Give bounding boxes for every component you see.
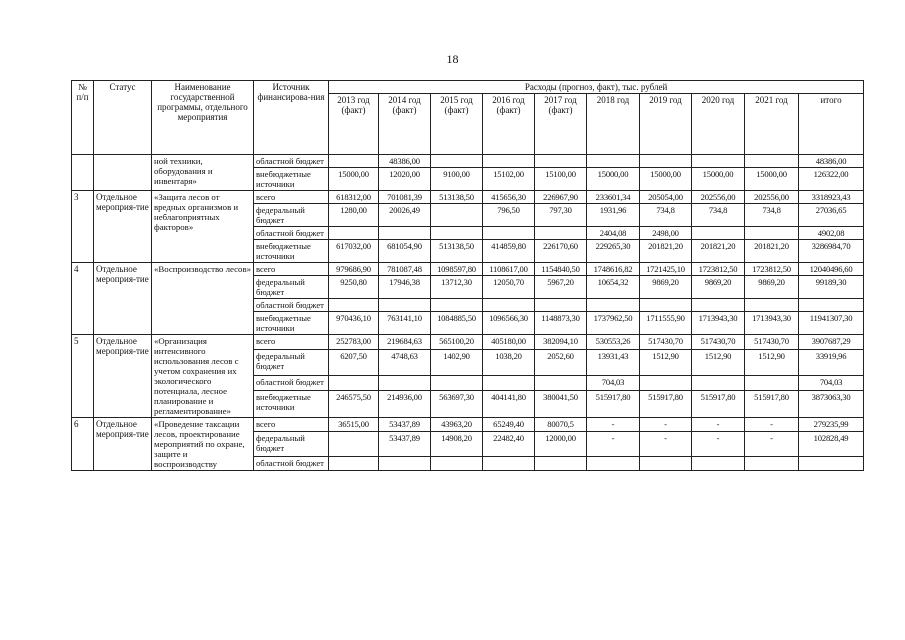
value-cell <box>745 299 799 312</box>
value-cell: 252783,00 <box>329 335 379 350</box>
value-cell: 14908,20 <box>431 432 483 457</box>
value-cell <box>483 456 535 470</box>
value-cell <box>587 155 640 168</box>
value-cell: 380041,50 <box>535 391 587 418</box>
table-row <box>72 191 864 204</box>
header-year: 2021 год <box>745 94 799 155</box>
table-row <box>72 155 864 168</box>
row-num-cell: 3 <box>72 191 94 263</box>
value-cell <box>535 227 587 240</box>
value-cell: 15000,00 <box>692 168 745 191</box>
value-cell: 797,30 <box>535 204 587 227</box>
value-cell: 36515,00 <box>329 418 379 432</box>
value-cell: 405180,00 <box>483 335 535 350</box>
value-cell: - <box>587 418 640 432</box>
value-cell: 205054,00 <box>640 191 692 204</box>
budget-table <box>71 80 864 471</box>
value-cell <box>692 456 745 470</box>
value-cell: 226967,90 <box>535 191 587 204</box>
value-cell: 1723812,50 <box>745 263 799 276</box>
value-cell: 13931,43 <box>587 349 640 376</box>
row-source: всего <box>254 418 329 432</box>
value-cell: 15000,00 <box>745 168 799 191</box>
row-num-cell: 4 <box>72 263 94 335</box>
row-source: внебюджетные источники <box>254 240 329 263</box>
table-body <box>72 155 864 471</box>
value-cell: 22482,40 <box>483 432 535 457</box>
value-cell: 414859,80 <box>483 240 535 263</box>
value-cell: 1084885,50 <box>431 312 483 335</box>
value-cell <box>640 456 692 470</box>
value-cell: 701081,39 <box>379 191 431 204</box>
value-cell: 201821,20 <box>640 240 692 263</box>
value-cell: 1280,00 <box>329 204 379 227</box>
value-cell <box>587 456 640 470</box>
row-num-cell <box>72 155 94 191</box>
header-total: итого <box>799 94 864 155</box>
value-cell: 565100,20 <box>431 335 483 350</box>
value-cell: 404141,80 <box>483 391 535 418</box>
row-source: областной бюджет <box>254 299 329 312</box>
value-cell: 617032,00 <box>329 240 379 263</box>
value-cell <box>329 299 379 312</box>
value-cell: 233601,34 <box>587 191 640 204</box>
table-row <box>72 263 864 276</box>
row-source: всего <box>254 335 329 350</box>
row-num-cell: 5 <box>72 335 94 418</box>
header-status: Статус <box>94 81 152 155</box>
value-cell: 515917,80 <box>745 391 799 418</box>
value-cell: 734,8 <box>692 204 745 227</box>
value-cell: 1154840,50 <box>535 263 587 276</box>
header-year: 2013 год (факт) <box>329 94 379 155</box>
value-cell: 65249,40 <box>483 418 535 432</box>
value-cell <box>483 155 535 168</box>
value-cell: 1713943,30 <box>692 312 745 335</box>
value-cell <box>692 227 745 240</box>
value-cell: 563697,30 <box>431 391 483 418</box>
value-cell <box>692 299 745 312</box>
value-cell: - <box>587 432 640 457</box>
value-cell: 517430,70 <box>692 335 745 350</box>
value-cell <box>329 155 379 168</box>
value-cell: 20026,49 <box>379 204 431 227</box>
value-cell <box>431 299 483 312</box>
row-source: областной бюджет <box>254 227 329 240</box>
value-cell: 13712,30 <box>431 276 483 299</box>
value-cell: 513138,50 <box>431 191 483 204</box>
row-status-cell: Отдельное мероприя-тие <box>94 263 152 335</box>
value-cell: 10654,32 <box>587 276 640 299</box>
row-source: внебюджетные источники <box>254 312 329 335</box>
value-cell <box>431 456 483 470</box>
row-name-cell: «Воспроизводство лесов» <box>152 263 254 335</box>
value-cell: 48386,00 <box>379 155 431 168</box>
value-cell <box>535 299 587 312</box>
value-cell: 2404,08 <box>587 227 640 240</box>
value-cell: 1931,96 <box>587 204 640 227</box>
row-num-cell: 6 <box>72 418 94 471</box>
value-cell: 618312,00 <box>329 191 379 204</box>
row-status-cell: Отдельное мероприя-тие <box>94 191 152 263</box>
value-cell <box>431 204 483 227</box>
row-status-cell <box>94 155 152 191</box>
value-cell <box>329 456 379 470</box>
value-cell: 1748616,82 <box>587 263 640 276</box>
value-cell: 1713943,30 <box>745 312 799 335</box>
value-cell <box>640 155 692 168</box>
table-row <box>72 418 864 432</box>
header-year: 2016 год (факт) <box>483 94 535 155</box>
header-row-top <box>72 81 864 94</box>
value-cell: 9869,20 <box>640 276 692 299</box>
value-cell <box>535 155 587 168</box>
row-source: федеральный бюджет <box>254 276 329 299</box>
value-cell: 229265,30 <box>587 240 640 263</box>
header-expenses: Расходы (прогноз, факт), тыс. рублей <box>329 81 864 94</box>
value-cell: - <box>692 418 745 432</box>
value-cell <box>640 299 692 312</box>
row-source: областной бюджет <box>254 376 329 391</box>
value-cell: 9869,20 <box>745 276 799 299</box>
header-year: 2017 год (факт) <box>535 94 587 155</box>
row-source: федеральный бюджет <box>254 349 329 376</box>
value-cell: 796,50 <box>483 204 535 227</box>
value-cell: 1148873,30 <box>535 312 587 335</box>
value-cell: 5967,20 <box>535 276 587 299</box>
value-cell: 15000,00 <box>640 168 692 191</box>
row-name-cell: «Организация интенсивного использования лесов с учетом сохранения их экологического потенциала, лесное планирование и регламентирование» <box>152 335 254 418</box>
value-cell: 15102,00 <box>483 168 535 191</box>
value-cell: 202556,00 <box>692 191 745 204</box>
value-cell: 53437,89 <box>379 418 431 432</box>
value-cell: 15100,00 <box>535 168 587 191</box>
value-cell: 1737962,50 <box>587 312 640 335</box>
total-cell: 12040496,60 <box>799 263 864 276</box>
row-source: всего <box>254 263 329 276</box>
value-cell: 515917,80 <box>587 391 640 418</box>
value-cell: 2498,00 <box>640 227 692 240</box>
value-cell <box>640 376 692 391</box>
value-cell: 382094,10 <box>535 335 587 350</box>
value-cell: - <box>692 432 745 457</box>
value-cell: 1512,90 <box>640 349 692 376</box>
total-cell: 11941307,30 <box>799 312 864 335</box>
value-cell: 219684,63 <box>379 335 431 350</box>
row-source: областной бюджет <box>254 155 329 168</box>
value-cell: 781087,48 <box>379 263 431 276</box>
value-cell: 1096566,30 <box>483 312 535 335</box>
value-cell: 12000,00 <box>535 432 587 457</box>
value-cell: 1108617,00 <box>483 263 535 276</box>
value-cell: 734,8 <box>640 204 692 227</box>
row-source: федеральный бюджет <box>254 204 329 227</box>
value-cell: 970436,10 <box>329 312 379 335</box>
header-year: 2020 год <box>692 94 745 155</box>
value-cell <box>745 456 799 470</box>
total-cell: 3873063,30 <box>799 391 864 418</box>
value-cell: 201821,20 <box>692 240 745 263</box>
total-cell: 279235,99 <box>799 418 864 432</box>
value-cell: 513138,50 <box>431 240 483 263</box>
value-cell: 12020,00 <box>379 168 431 191</box>
row-source: федеральный бюджет <box>254 432 329 457</box>
value-cell: 1098597,80 <box>431 263 483 276</box>
row-source: внебюджетные источники <box>254 168 329 191</box>
value-cell: 53437,89 <box>379 432 431 457</box>
value-cell: 246575,50 <box>329 391 379 418</box>
total-cell: 48386,00 <box>799 155 864 168</box>
value-cell: 9100,00 <box>431 168 483 191</box>
value-cell: 517430,70 <box>745 335 799 350</box>
total-cell: 102828,49 <box>799 432 864 457</box>
row-status-cell: Отдельное мероприя-тие <box>94 335 152 418</box>
value-cell: - <box>745 418 799 432</box>
value-cell <box>745 155 799 168</box>
value-cell <box>483 376 535 391</box>
value-cell: 6207,50 <box>329 349 379 376</box>
value-cell: 1723812,50 <box>692 263 745 276</box>
value-cell <box>431 155 483 168</box>
total-cell <box>799 456 864 470</box>
value-cell <box>379 376 431 391</box>
total-cell: 27036,65 <box>799 204 864 227</box>
value-cell: 17946,38 <box>379 276 431 299</box>
value-cell: 202556,00 <box>745 191 799 204</box>
value-cell <box>329 227 379 240</box>
value-cell: 1402,90 <box>431 349 483 376</box>
value-cell: 415656,30 <box>483 191 535 204</box>
value-cell: 1038,20 <box>483 349 535 376</box>
value-cell <box>379 227 431 240</box>
value-cell: 15000,00 <box>329 168 379 191</box>
value-cell <box>431 376 483 391</box>
total-cell: 704,03 <box>799 376 864 391</box>
row-status-cell: Отдельное мероприя-тие <box>94 418 152 471</box>
value-cell: 1512,90 <box>745 349 799 376</box>
value-cell: 9250,80 <box>329 276 379 299</box>
value-cell: 2052,60 <box>535 349 587 376</box>
value-cell <box>745 376 799 391</box>
total-cell <box>799 299 864 312</box>
value-cell: 80070,5 <box>535 418 587 432</box>
total-cell: 4902,08 <box>799 227 864 240</box>
total-cell: 126322,00 <box>799 168 864 191</box>
value-cell: 515917,80 <box>640 391 692 418</box>
row-name-cell: ной техники, оборудования и инвентаря» <box>152 155 254 191</box>
value-cell: 704,03 <box>587 376 640 391</box>
value-cell: - <box>640 418 692 432</box>
value-cell <box>692 376 745 391</box>
value-cell <box>745 227 799 240</box>
total-cell: 3318923,43 <box>799 191 864 204</box>
value-cell: 530553,26 <box>587 335 640 350</box>
value-cell: 43963,20 <box>431 418 483 432</box>
value-cell: 763141,10 <box>379 312 431 335</box>
header-source: Источник финансирова-ния <box>254 81 329 155</box>
value-cell: - <box>640 432 692 457</box>
value-cell: 681054,90 <box>379 240 431 263</box>
value-cell <box>483 299 535 312</box>
value-cell <box>535 456 587 470</box>
total-cell: 3907687,29 <box>799 335 864 350</box>
total-cell: 33919,96 <box>799 349 864 376</box>
value-cell: 734,8 <box>745 204 799 227</box>
value-cell <box>692 155 745 168</box>
value-cell: 9869,20 <box>692 276 745 299</box>
page-number: 18 <box>446 52 459 66</box>
total-cell: 99189,30 <box>799 276 864 299</box>
header-num: № п/п <box>72 81 94 155</box>
header-year: 2014 год (факт) <box>379 94 431 155</box>
value-cell <box>431 227 483 240</box>
row-name-cell: «Проведение таксации лесов, проектирование мероприятий по охране, защите и воспроизводству <box>152 418 254 471</box>
row-name-cell: «Защита лесов от вредных организмов и неблагоприятных факторов» <box>152 191 254 263</box>
row-source: областной бюджет <box>254 456 329 470</box>
value-cell: 1512,90 <box>692 349 745 376</box>
value-cell: 15000,00 <box>587 168 640 191</box>
value-cell <box>379 456 431 470</box>
header-name: Наименование государственной программы, отдельного мероприятия <box>152 81 254 155</box>
header-year: 2015 год (факт) <box>431 94 483 155</box>
value-cell <box>587 299 640 312</box>
value-cell: 4748,63 <box>379 349 431 376</box>
table-row <box>72 335 864 350</box>
value-cell: 979686,90 <box>329 263 379 276</box>
value-cell: 12050,70 <box>483 276 535 299</box>
value-cell <box>483 227 535 240</box>
value-cell: - <box>745 432 799 457</box>
value-cell: 1721425,10 <box>640 263 692 276</box>
value-cell <box>329 432 379 457</box>
value-cell: 515917,80 <box>692 391 745 418</box>
value-cell: 517430,70 <box>640 335 692 350</box>
value-cell: 214936,00 <box>379 391 431 418</box>
value-cell: 201821,20 <box>745 240 799 263</box>
value-cell <box>535 376 587 391</box>
header-year: 2019 год <box>640 94 692 155</box>
value-cell: 226170,60 <box>535 240 587 263</box>
total-cell: 3286984,70 <box>799 240 864 263</box>
value-cell <box>329 376 379 391</box>
value-cell: 1711555,90 <box>640 312 692 335</box>
value-cell <box>379 299 431 312</box>
row-source: внебюджетные источники <box>254 391 329 418</box>
row-source: всего <box>254 191 329 204</box>
header-year: 2018 год <box>587 94 640 155</box>
